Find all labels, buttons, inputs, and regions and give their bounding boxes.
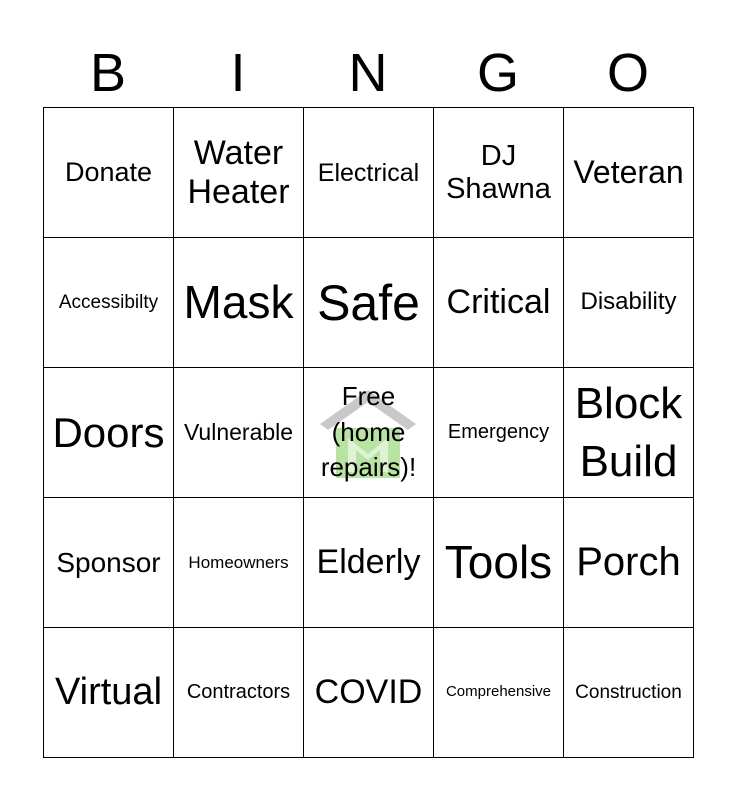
cell-text: COVID: [314, 673, 423, 712]
cell-text: Elderly: [316, 543, 421, 582]
cell-text: Critical: [446, 283, 551, 322]
cell-text: Disability: [580, 288, 677, 316]
bingo-cell-r2-c1[interactable]: [174, 368, 304, 498]
cell-text: Comprehensive: [445, 683, 552, 701]
bingo-cell-r2-c4[interactable]: [564, 368, 694, 498]
bingo-cell-r3-c4[interactable]: [564, 498, 694, 628]
bingo-cell-r2-c3[interactable]: [434, 368, 564, 498]
cell-text: Homeowners: [188, 552, 289, 572]
bingo-header: [43, 40, 693, 106]
bingo-cell-r1-c2[interactable]: [304, 238, 434, 368]
cell-text: Porch: [576, 540, 681, 585]
bingo-cell-r3-c3[interactable]: [434, 498, 564, 628]
cell-text: Vulnerable: [183, 418, 294, 445]
cell-text: Contractors: [186, 681, 291, 704]
header-letter-b: B: [89, 43, 127, 103]
cell-text: Safe: [317, 274, 420, 331]
bingo-cell-r0-c4[interactable]: [564, 108, 694, 238]
bingo-cell-r3-c0[interactable]: [44, 498, 174, 628]
cell-text: Emergency: [447, 421, 550, 444]
bingo-cell-r3-c2[interactable]: [304, 498, 434, 628]
cell-text: Sponsor: [56, 546, 161, 578]
bingo-cell-r1-c1[interactable]: [174, 238, 304, 368]
cell-text: Accessibilty: [58, 291, 159, 313]
cell-text: Free (home repairs)!: [320, 380, 417, 483]
cell-text: Virtual: [54, 671, 163, 714]
bingo-cell-r0-c3[interactable]: [434, 108, 564, 238]
bingo-cell-r4-c0[interactable]: [44, 628, 174, 758]
cell-text: Block Build: [574, 379, 683, 486]
bingo-cell-free[interactable]: [304, 368, 434, 498]
header-letter-g: G: [476, 43, 519, 103]
bingo-cell-r2-c0[interactable]: [44, 368, 174, 498]
cell-text: Construction: [575, 681, 682, 703]
cell-text: Water Heater: [187, 134, 290, 211]
bingo-cell-r4-c4[interactable]: [564, 628, 694, 758]
bingo-cell-r4-c1[interactable]: [174, 628, 304, 758]
cell-text: Mask: [183, 275, 294, 328]
bingo-cell-r3-c1[interactable]: [174, 498, 304, 628]
bingo-cell-r0-c0[interactable]: [44, 108, 174, 238]
cell-text: DJ Shawna: [446, 140, 551, 205]
bingo-cell-r1-c0[interactable]: [44, 238, 174, 368]
cell-text: Doors: [52, 408, 165, 456]
cell-text: Donate: [64, 157, 153, 188]
cell-text: Tools: [444, 535, 553, 588]
bingo-cell-r0-c2[interactable]: [304, 108, 434, 238]
header-letter-n: N: [348, 43, 388, 103]
bingo-board: [43, 107, 694, 758]
bingo-cell-r1-c3[interactable]: [434, 238, 564, 368]
header-letter-i: I: [230, 43, 246, 103]
bingo-cell-r4-c3[interactable]: [434, 628, 564, 758]
bingo-cell-r1-c4[interactable]: [564, 238, 694, 368]
bingo-cell-r4-c2[interactable]: [304, 628, 434, 758]
bingo-cell-r0-c1[interactable]: [174, 108, 304, 238]
cell-text: Veteran: [573, 153, 684, 190]
cell-text: Electrical: [317, 158, 420, 187]
header-letter-o: O: [606, 43, 649, 103]
